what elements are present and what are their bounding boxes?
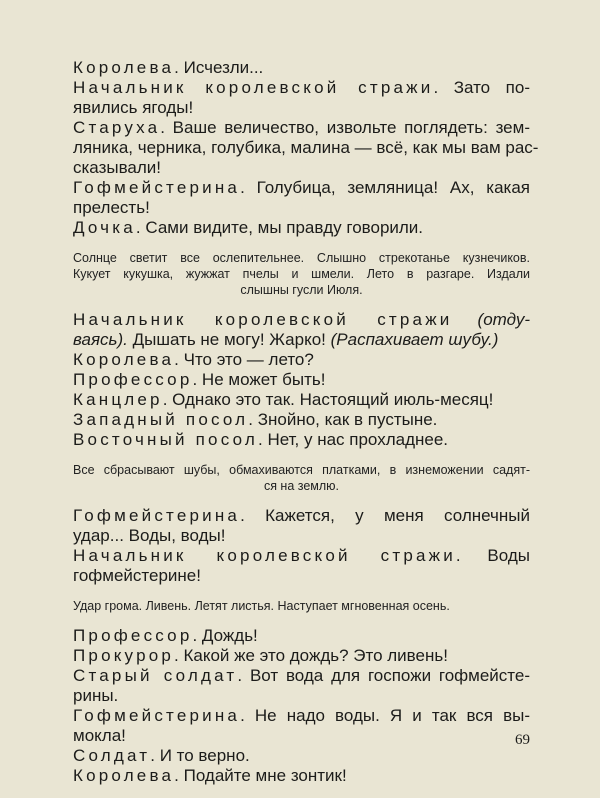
- text-line: [73, 546, 530, 566]
- speech-block: [73, 178, 530, 218]
- character-name: Гофмейстерина: [73, 706, 241, 725]
- dialogue-text: . Ваше величество, извольте поглядеть: зем-: [160, 118, 530, 137]
- speech-block: [73, 78, 530, 118]
- text-line: [73, 58, 530, 78]
- stage-direction-line: Удар грома. Ливень. Летят листья. Наступает мгновенная осень.: [73, 599, 450, 613]
- dialogue-text: . Воды: [455, 546, 530, 565]
- dialogue-text: сказывали!: [73, 158, 162, 177]
- character-name: Профессор: [73, 370, 193, 389]
- stage-direction: [73, 598, 530, 614]
- speech-block: [73, 626, 530, 646]
- speech-block: [73, 706, 530, 746]
- character-name: Гофмейстерина: [73, 506, 241, 525]
- dialogue-text: . Кажется, у меня солнечный: [240, 506, 530, 525]
- dialogue-text: . Вот вода для госпожи гофмейсте-: [237, 666, 530, 685]
- character-name: Профессор: [73, 626, 193, 645]
- speech-block: [73, 430, 530, 450]
- dialogue-text: . Сами видите, мы правду говорили.: [135, 218, 424, 237]
- page-body: [73, 58, 539, 786]
- dialogue-text: . И то верно.: [150, 746, 250, 765]
- stage-direction-line: Все сбрасывают шубы, обмахиваются платками, в изнеможении садят-: [73, 463, 530, 477]
- stage-direction-line: Солнце светит все ослепительнее. Слышно стрекотанье кузнечиков.: [73, 251, 530, 265]
- dialogue-text: . Не может быть!: [192, 370, 326, 389]
- dialogue-text: ляника, черника, голубика, малина — всё, как мы вам рас-: [73, 138, 539, 157]
- speech-block: [73, 410, 530, 430]
- stage-direction-inline: (Распахивает шубу.): [330, 330, 499, 349]
- speech-block: [73, 218, 530, 238]
- dialogue-text: удар... Воды, воды!: [73, 526, 226, 545]
- stage-direction-line: ся на землю.: [263, 479, 340, 493]
- stage-direction-inline: ваясь).: [73, 330, 128, 349]
- speech-block: [73, 506, 530, 546]
- speech-block: [73, 646, 530, 666]
- dialogue-text: . Однако это так. Настоящий июль-месяц!: [162, 390, 494, 409]
- dialogue-text: . Какой же это дождь? Это ливень!: [174, 646, 448, 665]
- dialogue-text: явились ягоды!: [73, 98, 194, 117]
- character-name: Начальник королевской стражи: [73, 546, 456, 565]
- speech-block: [73, 666, 530, 706]
- text-line: [73, 410, 530, 430]
- character-name: Старый солдат: [73, 666, 238, 685]
- text-line: [73, 330, 530, 350]
- dialogue-text: . Нет, у нас прохладнее.: [258, 430, 449, 449]
- character-name: Начальник королевской стражи: [73, 310, 453, 329]
- text-line: [73, 198, 530, 218]
- text-line: [73, 766, 530, 786]
- dialogue-text: гофмейстерине!: [73, 566, 201, 585]
- dialogue-text: прелесть!: [73, 198, 150, 217]
- page-number: 69: [515, 732, 530, 748]
- dialogue-text: . Зато по-: [433, 78, 530, 97]
- speech-block: [73, 746, 530, 766]
- speech-block: [73, 766, 530, 786]
- speech-block: [73, 370, 530, 390]
- dialogue-text: [452, 310, 477, 329]
- text-line: [73, 646, 530, 666]
- character-name: Гофмейстерина: [73, 178, 241, 197]
- text-line: [73, 726, 530, 746]
- dialogue-text: рины.: [73, 686, 119, 705]
- character-name: Дочка: [73, 218, 136, 237]
- dialogue-text: . Не надо воды. Я и так вся вы-: [240, 706, 530, 725]
- text-line: [73, 746, 530, 766]
- speech-block: [73, 350, 530, 370]
- text-line: [73, 430, 530, 450]
- text-line: [73, 350, 530, 370]
- text-line: [73, 526, 530, 546]
- text-line: [73, 118, 530, 138]
- text-line: [73, 98, 530, 118]
- character-name: Королева: [73, 58, 175, 77]
- dialogue-text: Дышать не могу! Жарко!: [127, 330, 331, 349]
- character-name: Солдат: [73, 746, 151, 765]
- speech-block: [73, 58, 530, 78]
- stage-direction-line: слышны гусли Июля.: [240, 283, 363, 297]
- character-name: Прокурор: [73, 646, 175, 665]
- text-line: [73, 310, 530, 330]
- speech-block: [73, 546, 530, 586]
- dialogue-text: . Знойно, как в пустыне.: [248, 410, 438, 429]
- character-name: Канцлер: [73, 390, 163, 409]
- stage-direction-inline: (отду-: [477, 310, 530, 329]
- text-line: [73, 78, 530, 98]
- character-name: Старуха: [73, 118, 161, 137]
- text-line: [73, 686, 530, 706]
- dialogue-text: . Что это — лето?: [174, 350, 314, 369]
- text-line: [73, 506, 530, 526]
- speech-block: [73, 390, 530, 410]
- dialogue-text: . Исчезли...: [174, 58, 264, 77]
- text-line: [73, 706, 530, 726]
- stage-direction: [73, 462, 530, 494]
- speech-block: [73, 310, 530, 350]
- text-line: [73, 666, 530, 686]
- text-line: [73, 158, 530, 178]
- character-name: Западный посол: [73, 410, 249, 429]
- character-name: Восточный посол: [73, 430, 259, 449]
- dialogue-text: . Дождь!: [192, 626, 258, 645]
- stage-direction-line: Кукует кукушка, жужжат пчелы и шмели. Лето в разгаре. Издали: [73, 267, 530, 281]
- dialogue-text: . Голубица, земляница! Ах, какая: [240, 178, 530, 197]
- text-line: [73, 626, 530, 646]
- text-line: [73, 218, 530, 238]
- text-line: [73, 566, 530, 586]
- speech-block: [73, 118, 539, 178]
- stage-direction: [73, 250, 530, 298]
- text-line: [73, 138, 539, 158]
- character-name: Королева: [73, 766, 175, 785]
- text-line: [73, 178, 530, 198]
- dialogue-text: мокла!: [73, 726, 126, 745]
- dialogue-text: . Подайте мне зонтик!: [174, 766, 347, 785]
- character-name: Королева: [73, 350, 175, 369]
- character-name: Начальник королевской стражи: [73, 78, 434, 97]
- text-line: [73, 390, 530, 410]
- text-line: [73, 370, 530, 390]
